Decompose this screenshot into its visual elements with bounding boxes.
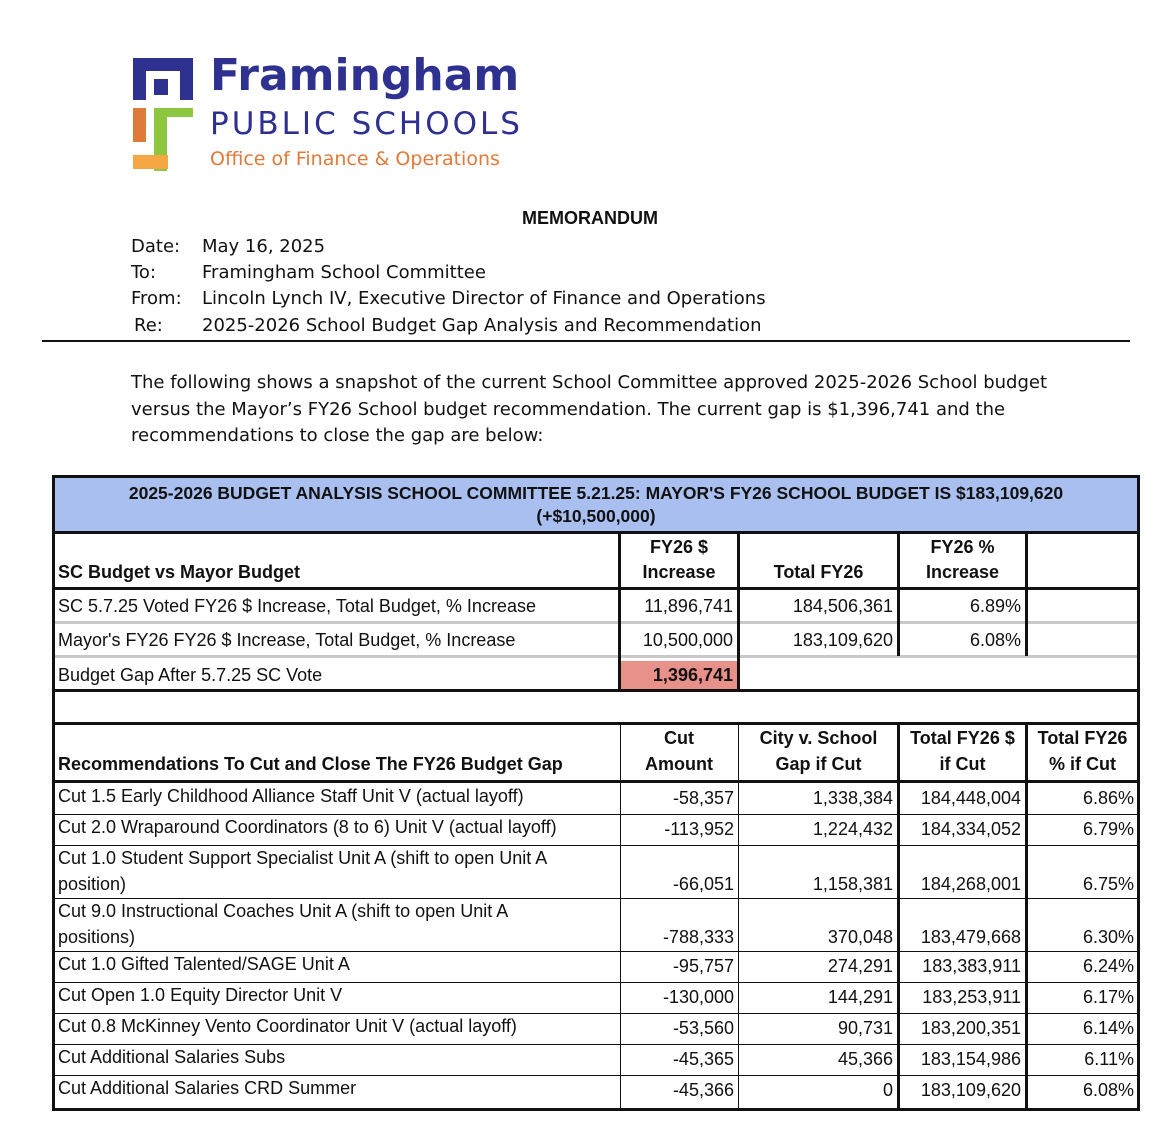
date-label: Date: <box>131 236 181 257</box>
grid-line <box>618 534 621 690</box>
grid-line <box>55 689 1137 692</box>
gap-value: 1,396,741 <box>652 665 733 685</box>
grid-line <box>55 531 1137 534</box>
grid-line <box>55 982 1137 983</box>
cut-row-total: 183,109,620 <box>920 1080 1021 1100</box>
grid-line <box>897 725 900 1108</box>
cut-row-amount: -66,051 <box>672 874 734 894</box>
section2-header: Recommendations To Cut and Close The FY26 Budget Gap <box>58 754 563 774</box>
memo-from-row <box>131 288 766 309</box>
cut-row-total: 184,448,004 <box>920 788 1021 808</box>
cut-row-gap: 1,224,432 <box>812 819 893 839</box>
cut-row-gap: 1,158,381 <box>812 874 893 894</box>
grid-line <box>1025 725 1028 1108</box>
cut-row-pct: 6.11% <box>1084 1049 1134 1069</box>
grid-line <box>55 951 1137 952</box>
grid-line <box>1025 534 1028 656</box>
section1-row-total: 183,109,620 <box>792 630 893 650</box>
cut-row-label: Cut 1.5 Early Childhood Alliance Staff Unit V (actual layoff) <box>58 786 524 806</box>
cut-row-total: 184,268,001 <box>920 874 1021 894</box>
cut-row-label-continued: position) <box>58 874 127 894</box>
section2-col-gap-line2: Gap if Cut <box>775 754 862 774</box>
section1-row-label: SC 5.7.25 Voted FY26 $ Increase, Total Budget, % Increase <box>58 596 536 616</box>
logo-office: Office of Finance & Operations <box>210 148 500 170</box>
cut-row-label: Cut Open 1.0 Equity Director Unit V <box>58 985 343 1005</box>
re-value: 2025-2026 School Budget Gap Analysis and Recommendation <box>202 315 762 336</box>
memo-re-row <box>131 315 762 336</box>
grid-line <box>55 898 1137 899</box>
grid-line <box>55 1013 1137 1014</box>
grid-line <box>55 814 1137 815</box>
section2-col-pct-line1: Total FY26 <box>1037 728 1128 748</box>
grid-line <box>897 534 900 656</box>
from-value: Lincoln Lynch IV, Executive Director of Finance and Operations <box>202 288 766 309</box>
cut-row-amount: -45,366 <box>672 1080 734 1100</box>
cut-row-gap: 1,338,384 <box>812 788 893 808</box>
cut-row-amount: -788,333 <box>662 927 734 947</box>
to-value: Framingham School Committee <box>202 262 486 283</box>
section1-header: SC Budget vs Mayor Budget <box>58 562 301 582</box>
re-label: Re: <box>134 315 163 336</box>
cut-row-amount: -58,357 <box>672 788 734 808</box>
cut-row-pct: 6.24% <box>1082 956 1134 976</box>
cut-row-label: Cut 0.8 McKinney Vento Coordinator Unit V (actual layoff) <box>58 1016 517 1036</box>
section1-col-total: Total FY26 <box>773 562 864 582</box>
grid-line <box>55 845 1137 846</box>
cut-row-amount: -95,757 <box>672 956 734 976</box>
cut-row-label: Cut 1.0 Gifted Talented/SAGE Unit A <box>58 954 350 974</box>
cut-row-pct: 6.14% <box>1082 1018 1134 1038</box>
district-logo-icon <box>130 55 196 171</box>
cut-row-pct: 6.17% <box>1082 987 1134 1007</box>
grid-line <box>55 621 1137 624</box>
logo-subtitle: PUBLIC SCHOOLS <box>210 106 523 142</box>
intro-paragraph <box>131 370 1051 450</box>
section2-col-cut-line1: Cut <box>664 728 694 748</box>
intro-line: recommendations to close the gap are below: <box>131 425 544 446</box>
date-value: May 16, 2025 <box>202 236 326 257</box>
cut-row-gap: 274,291 <box>827 956 893 976</box>
cut-row-amount: -53,560 <box>672 1018 734 1038</box>
section2-col-total-line1: Total FY26 $ <box>910 728 1015 748</box>
memo-date-row <box>131 236 325 257</box>
grid-line <box>55 780 1137 783</box>
section1-row-label: Mayor's FY26 FY26 $ Increase, Total Budget, % Increase <box>58 630 516 650</box>
cut-row-pct: 6.79% <box>1082 819 1134 839</box>
grid-line <box>737 534 740 690</box>
banner-line-2: (+$10,500,000) <box>536 506 656 526</box>
cut-row-label: Cut Additional Salaries Subs <box>58 1047 286 1067</box>
cut-row-gap: 0 <box>882 1080 893 1100</box>
table-banner <box>55 478 1137 534</box>
gap-label: Budget Gap After 5.7.25 SC Vote <box>58 665 323 685</box>
grid-line <box>55 1075 1137 1076</box>
section2-col-gap-line1: City v. School <box>759 728 878 748</box>
memo-to-row <box>131 262 486 283</box>
cut-row-total: 183,479,668 <box>920 927 1021 947</box>
section1-col-pct-line2: Increase <box>925 562 1000 582</box>
memo-title: MEMORANDUM <box>522 208 658 228</box>
cut-row-pct: 6.86% <box>1082 788 1134 808</box>
cut-row-total: 183,200,351 <box>920 1018 1021 1038</box>
section1-col-increase-line2: Increase <box>642 562 716 582</box>
section1-row-increase: 10,500,000 <box>642 630 733 650</box>
grid-line <box>55 587 1137 590</box>
banner-line-1: 2025-2026 BUDGET ANALYSIS SCHOOL COMMITTEE 5.21.25: MAYOR'S FY26 SCHOOL BUDGET IS $183,109,620 <box>128 483 1064 503</box>
grid-line <box>738 725 739 1108</box>
cut-row-amount: -113,952 <box>664 819 734 839</box>
cut-row-label: Cut 2.0 Wraparound Coordinators (8 to 6) Unit V (actual layoff) <box>58 817 557 837</box>
cut-row-label: Cut 1.0 Student Support Specialist Unit A (shift to open Unit A <box>58 848 548 868</box>
cut-row-pct: 6.30% <box>1082 927 1134 947</box>
cut-row-total: 183,154,986 <box>920 1049 1021 1069</box>
section1-col-increase-line1: FY26 $ <box>649 537 709 557</box>
section1-row-pct: 6.89% <box>969 596 1021 616</box>
cut-row-total: 184,334,052 <box>920 819 1021 839</box>
grid-line <box>55 655 1137 658</box>
cut-row-total: 183,383,911 <box>922 956 1021 976</box>
cut-row-gap: 144,291 <box>827 987 893 1007</box>
cut-row-gap: 45,366 <box>837 1049 893 1069</box>
cut-row-gap: 90,731 <box>837 1018 893 1038</box>
cut-row-label-continued: positions) <box>58 927 136 947</box>
to-label: To: <box>131 262 157 283</box>
cut-row-pct: 6.08% <box>1082 1080 1134 1100</box>
grid-line <box>55 1044 1137 1045</box>
section1-row-pct: 6.08% <box>969 630 1021 650</box>
cut-row-gap: 370,048 <box>827 927 893 947</box>
cut-row-total: 183,253,911 <box>922 987 1021 1007</box>
section1-col-pct-line1: FY26 % <box>930 537 995 557</box>
section1-row-total: 184,506,361 <box>792 596 893 616</box>
cut-row-amount: -45,365 <box>672 1049 734 1069</box>
intro-line: The following shows a snapshot of the current School Committee approved 2025-2026 School budget <box>131 372 1048 393</box>
section2-col-pct-line2: % if Cut <box>1049 754 1116 774</box>
intro-line: versus the Mayor’s FY26 School budget recommendation. The current gap is $1,396,741 and the <box>131 398 1006 420</box>
grid-line <box>55 722 1137 725</box>
section1-row-increase: 11,896,741 <box>644 596 733 616</box>
cut-row-label: Cut 9.0 Instructional Coaches Unit A (shift to open Unit A <box>58 901 509 921</box>
logo-title: Framingham <box>210 50 520 101</box>
grid-line <box>620 725 621 1108</box>
cut-row-pct: 6.75% <box>1082 874 1134 894</box>
cut-row-amount: -130,000 <box>662 987 734 1007</box>
budget-analysis-table <box>52 475 1140 1111</box>
section2-col-cut-line2: Amount <box>645 754 713 774</box>
section2-col-total-line2: if Cut <box>939 754 986 774</box>
header-divider <box>42 340 1130 342</box>
cut-row-label: Cut Additional Salaries CRD Summer <box>58 1078 357 1098</box>
from-label: From: <box>131 288 182 309</box>
